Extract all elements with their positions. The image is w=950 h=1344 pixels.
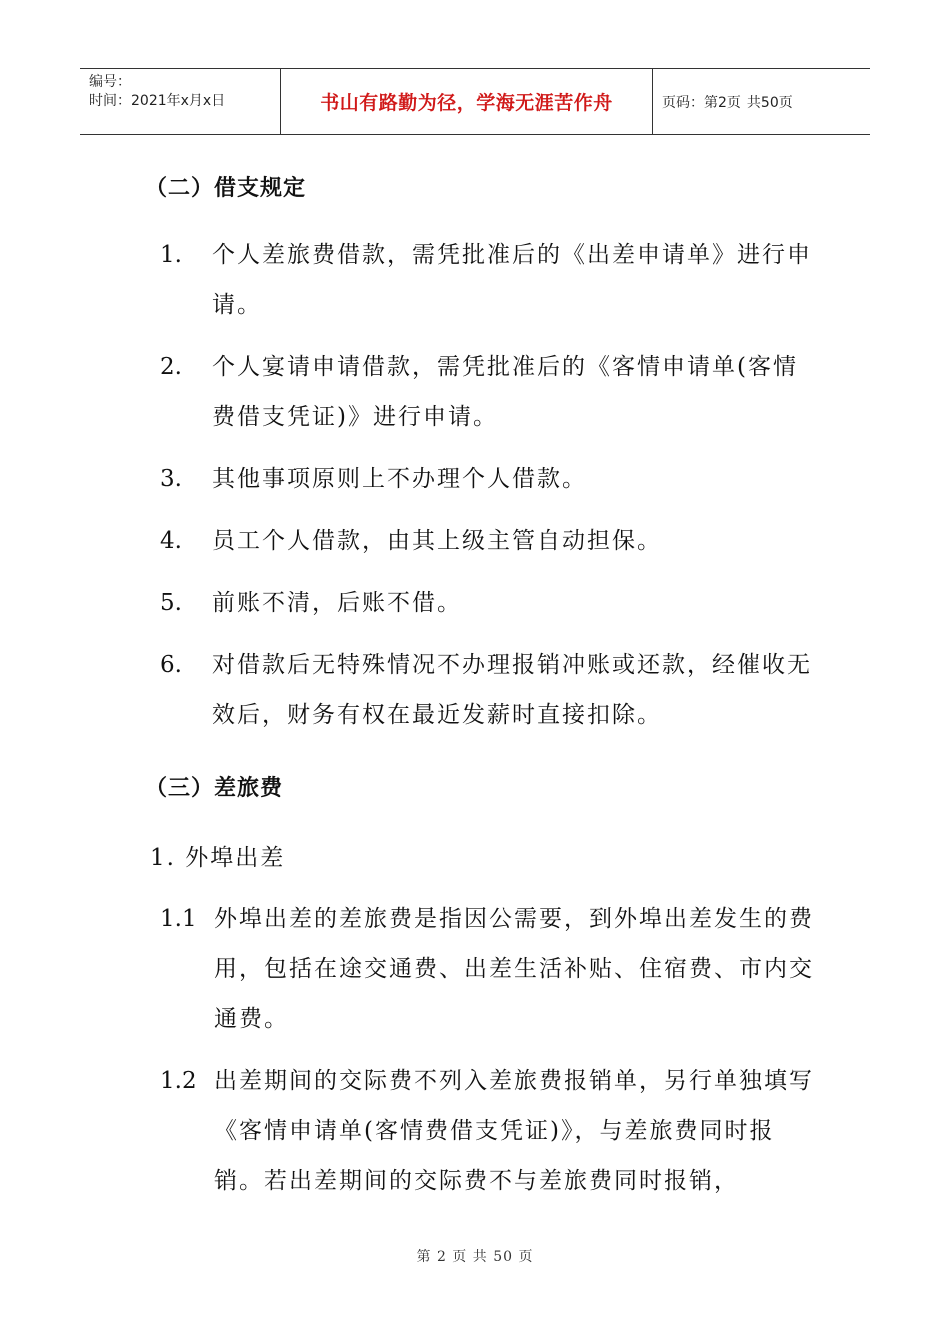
- list-item: [160, 454, 820, 504]
- list-item-number: 5.: [160, 590, 182, 616]
- list-item-text: 外埠出差的差旅费是指因公需要，到外埠出差发生的费用，包括在途交通费、出差生活补贴、住宿费、市内交通费。: [214, 906, 814, 1032]
- header-total-pages: 共50页: [746, 94, 793, 111]
- list-item: [160, 578, 820, 628]
- list-item-number: 1.1: [160, 906, 197, 932]
- page-footer: 第 2 页 共 50 页: [416, 1249, 534, 1265]
- list-item-number: 2.: [160, 354, 182, 380]
- list-item: [160, 894, 820, 1044]
- section-heading-travel-expenses: （三）差旅费: [145, 776, 284, 801]
- list-item-number: 6.: [160, 652, 182, 678]
- header-page-number: 页码：第2页: [662, 94, 741, 111]
- header-page-cell: [653, 69, 870, 134]
- document-number-label: 编号：: [89, 74, 131, 90]
- header-info-cell: [80, 69, 281, 134]
- list-item-number: 4.: [160, 528, 182, 554]
- list-item: [160, 516, 820, 566]
- list-item: [160, 640, 820, 740]
- page-header: [80, 68, 870, 135]
- list-item: [160, 1056, 820, 1206]
- list-item: [160, 342, 820, 442]
- section-heading-loan-rules: （二）借支规定: [145, 176, 307, 201]
- list-item-text: 前账不清，后账不借。: [212, 590, 462, 616]
- list-item-text: 对借款后无特殊情况不办理报销冲账或还款，经催收无效后，财务有权在最近发薪时直接扣除。: [212, 652, 812, 728]
- list-item-text: 其他事项原则上不办理个人借款。: [212, 466, 587, 492]
- list-item-text: 个人宴请申请借款，需凭批准后的《客情申请单(客情费借支凭证)》进行申请。: [212, 354, 798, 430]
- list-item: [160, 230, 820, 330]
- subsection-title: 1. 外埠出差: [150, 845, 286, 871]
- list-item-number: 1.: [160, 242, 182, 268]
- list-item-number: 1.2: [160, 1068, 197, 1094]
- list-item-text: 个人差旅费借款，需凭批准后的《出差申请单》进行申请。: [212, 242, 812, 318]
- list-item-text: 出差期间的交际费不列入差旅费报销单，另行单独填写《客情申请单(客情费借支凭证)》，与差旅费同时报销。若出差期间的交际费不与差旅费同时报销，: [214, 1068, 814, 1194]
- list-item-number: 3.: [160, 466, 182, 492]
- document-date-label: 时间：2021年x月x日: [89, 93, 226, 109]
- list-item-text: 员工个人借款，由其上级主管自动担保。: [212, 528, 662, 554]
- header-motto: 书山有路勤为径，学海无涯苦作舟: [281, 69, 653, 134]
